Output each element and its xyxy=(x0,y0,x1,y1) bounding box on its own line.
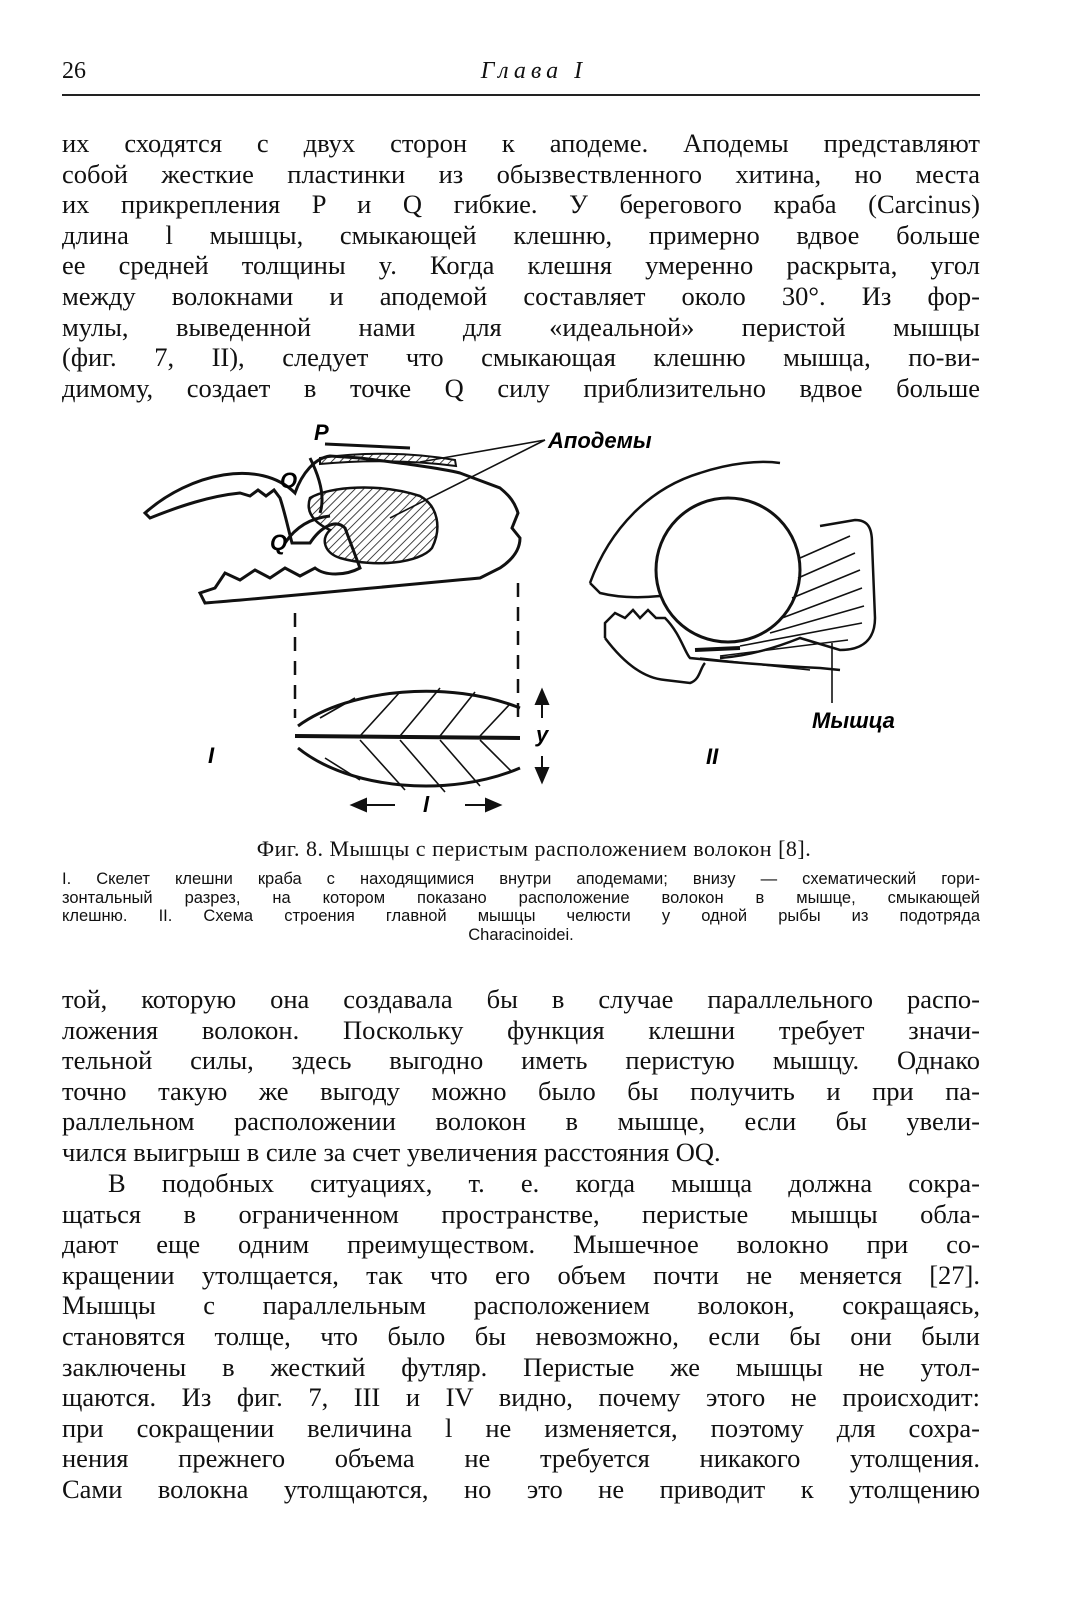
text-line: чился выигрыш в силе за счет увеличения расстояния OQ. xyxy=(62,1136,721,1167)
figure-8 xyxy=(120,418,940,822)
text-line: собой жесткие пластинки из обызвествленного хитина, но места xyxy=(62,158,980,189)
text-line: ложения волокон. Поскольку функция клешни требует значи- xyxy=(62,1014,980,1045)
text-line: их сходятся с двух сторон к аподеме. Аподемы представляют xyxy=(62,128,980,158)
label-o: O xyxy=(280,468,298,493)
caption-line: Characinoidei. xyxy=(468,925,574,944)
leader-line xyxy=(420,440,545,462)
label-part-two: II xyxy=(706,744,719,769)
paragraph-1 xyxy=(62,128,980,403)
text-line: Мышцы с параллельным расположением волокон, сокращаясь, xyxy=(62,1290,980,1321)
text-line: димому, создает в точке Q силу приблизительно вдвое больше xyxy=(62,372,980,403)
text-line: Сами волокна утолщаются, но это не приводит к утолщению xyxy=(62,1473,980,1504)
caption-line: I. Скелет клешни краба с находящимися внутри аподемами; внизу — схематический гори- xyxy=(62,870,980,888)
text-line: кращении утолщается, так что его объем почти не меняется [27]. xyxy=(62,1259,980,1290)
figure-drawing xyxy=(120,418,940,822)
running-title: Глава I xyxy=(480,58,588,84)
label-p: P xyxy=(314,420,329,445)
caption-line: зонтальный разрез, на котором показано расположение волокон в мышце, смыкающей xyxy=(62,888,980,907)
text-line: тельной силы, здесь выгодно иметь перистую мышцу. Однако xyxy=(62,1045,980,1076)
text-line: той, которую она создавала бы в случае параллельного распо- xyxy=(62,984,980,1014)
text-line: (фиг. 7, II), следует что смыкающая клешню мышца, по-ви- xyxy=(62,342,980,373)
label-l: l xyxy=(423,792,430,817)
text-line: их прикрепления P и Q гибкие. У берегового краба (Carcinus) xyxy=(62,189,980,220)
text-line: заключены в жесткий футляр. Перистые же мышцы не утол- xyxy=(62,1351,980,1382)
paragraph-3 xyxy=(62,1168,980,1505)
text-line: между волокнами и аподемой составляет около 30°. Из фор- xyxy=(62,280,980,311)
label-apodemes: Аподемы xyxy=(548,428,652,453)
text-line: В подобных ситуациях, т. е. когда мышца должна сокра- xyxy=(108,1168,980,1198)
text-line: нения прежнего объема не требуется никакого утолщения. xyxy=(62,1443,980,1474)
text-line: раллельном расположении волокон в мышце, если бы увели- xyxy=(62,1106,980,1137)
text-line: становятся толще, что было бы невозможно, если бы они были xyxy=(62,1320,980,1351)
pinnate-section xyxy=(295,688,520,792)
label-muscle: Мышца xyxy=(812,708,895,733)
text-line: длина l мышцы, смыкающей клешню, примерно вдвое больше xyxy=(62,219,980,250)
text-line: щаются. Из фиг. 7, III и IV видно, почему этого не происходит: xyxy=(62,1382,980,1413)
apodeme-line xyxy=(325,444,410,448)
caption-line: клешню. II. Схема строения главной мышцы челюсти у одной рыбы из подотряда xyxy=(62,907,980,925)
leader-line xyxy=(390,440,545,518)
text-line: мулы, выведенной нами для «идеальной» перистой мышцы xyxy=(62,311,980,342)
header-rule xyxy=(62,94,980,96)
label-y: y xyxy=(536,722,549,747)
hatched-muscle xyxy=(309,488,438,564)
label-q: Q xyxy=(270,530,288,555)
fish-jaw-drawing xyxy=(590,462,875,703)
figure-caption-title: Фиг. 8. Мышцы с перистым расположением волокон [8]. xyxy=(256,836,812,861)
text-line: точно такую же выгоду можно было бы получить и при па- xyxy=(62,1075,980,1106)
page-number: 26 xyxy=(62,58,86,84)
text-line: ее средней толщины y. Когда клешня умеренно раскрыта, угол xyxy=(62,250,980,281)
text-line: при сокращении величина l не изменяется, поэтому для сохра- xyxy=(62,1412,980,1443)
label-part-one: I xyxy=(208,743,215,768)
text-line: дают еще одним преимуществом. Мышечное волокно при со- xyxy=(62,1229,980,1260)
paragraph-2 xyxy=(62,984,980,1168)
text-line: щаться в ограниченном пространстве, перистые мышцы обла- xyxy=(62,1198,980,1229)
figure-caption-body xyxy=(62,870,980,944)
